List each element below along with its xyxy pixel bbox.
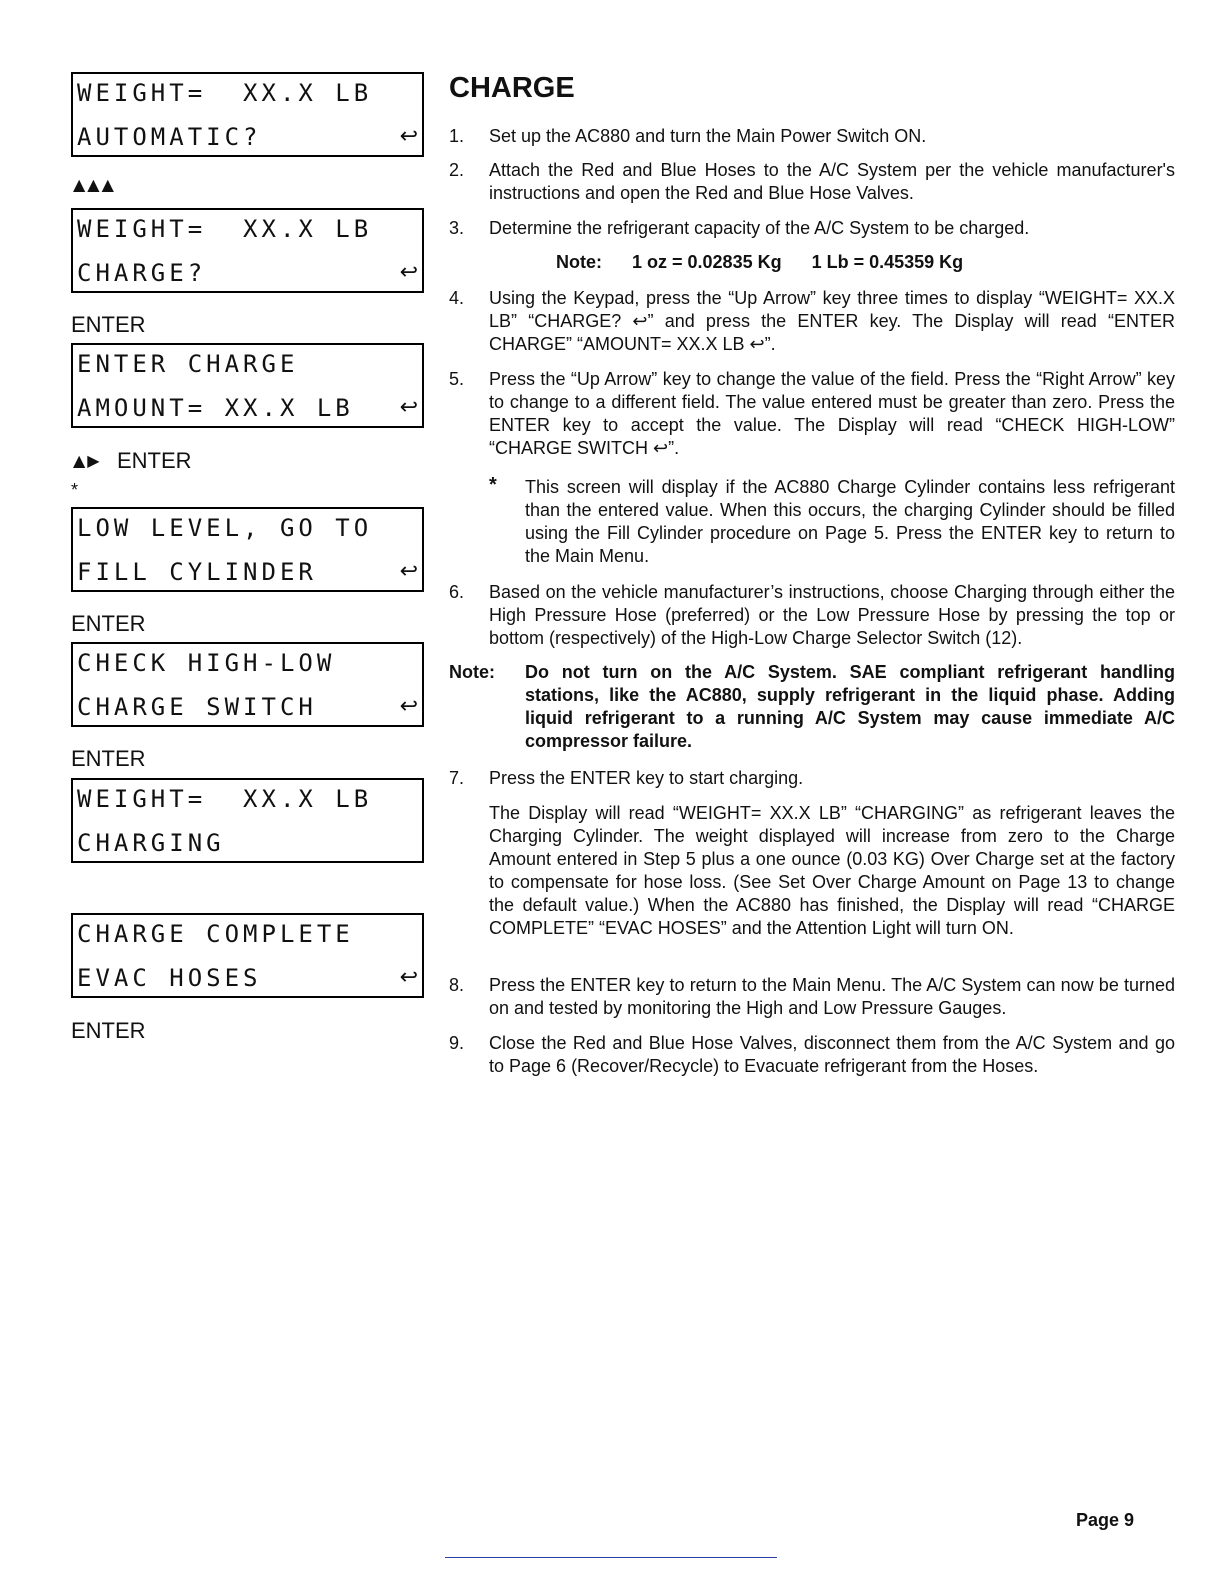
step-text: Press the ENTER key to start charging.: [489, 768, 804, 788]
enter-label: ENTER: [71, 611, 146, 636]
lcd-line-2: FILL CYLINDER: [77, 558, 317, 586]
lcd-line-2: CHARGE SWITCH: [77, 693, 317, 721]
step-4: [449, 287, 1175, 356]
warning-label: Note:: [449, 662, 495, 682]
lcd-line-1: CHECK HIGH-LOW: [77, 649, 336, 677]
step-6: [449, 581, 1175, 650]
step-text: Attach the Red and Blue Hoses to the A/C System per the vehicle manufacturer's instructions and open the Red and Blue Hose Valves.: [489, 160, 1175, 203]
step-text: Press the ENTER key to return to the Main Menu. The A/C System can now be turned on and tested by monitoring the High and Low Pressure Gauges.: [489, 975, 1175, 1018]
step-number: 4.: [449, 288, 465, 308]
low-level-note: [489, 476, 1175, 568]
lcd-line-2: CHARGING: [77, 829, 225, 857]
warning-text: Do not turn on the A/C System. SAE compliant refrigerant handling stations, like the AC880, supply refrigerant in the liquid phase. Adding liquid refrigerant to a running A/C System may cause immediate A/C compressor failure.: [525, 662, 1175, 751]
return-icon: ↩: [399, 124, 418, 149]
asterisk-mark: *: [71, 480, 79, 500]
lcd-charge-complete: [71, 913, 424, 998]
lcd-line-1: WEIGHT= XX.X LB: [77, 785, 373, 813]
step-number: 3.: [449, 218, 465, 238]
step-3: [449, 217, 1175, 240]
enter-label: ENTER: [71, 746, 146, 771]
return-icon: ↩: [399, 395, 418, 420]
note-text: This screen will display if the AC880 Charge Cylinder contains less refrigerant than the entered value. When this occurs, the charging Cylinder should be filled using the Fill Cylinder procedure on Page 5. Press the ENTER key to return to the Main Menu.: [525, 477, 1175, 566]
conversion-note: Note: 1 oz = 0.02835 Kg 1 Lb = 0.45359 Kg: [556, 252, 964, 272]
step-8: [449, 974, 1175, 1020]
up-right-arrow-icons: ▲▶: [73, 451, 102, 470]
step-7-detail: The Display will read “WEIGHT= XX.X LB” “CHARGING” as refrigerant leaves the Charging Cylinder. The weight displayed will increase from zero to the Charge Amount entered in Step 5 plus a one ounce (0.03 KG) Over Charge set at the factory to compensate for hose loss. (See Set Over Charge Amount on Page 13 to change the default value.) When the AC880 has finished, the Display will read “CHARGE COMPLETE” “EVAC HOSES” and the Attention Light will turn ON.: [489, 803, 1175, 938]
step-number: 6.: [449, 582, 465, 602]
lcd-weight-charging: [71, 778, 424, 863]
step-7: [449, 767, 1175, 790]
step-text: Press the “Up Arrow” key to change the value of the field. Press the “Right Arrow” key to change to a different field. The value entered must be greater than zero. Press the ENTER key to accept the value. The Display will read “CHECK HIGH-LOW” “CHARGE SWITCH ↩”.: [489, 369, 1175, 458]
warning-note: [449, 661, 1175, 753]
step-text: Set up the AC880 and turn the Main Power Switch ON.: [489, 126, 927, 146]
step-1: [449, 125, 1175, 148]
step-number: 2.: [449, 160, 465, 180]
asterisk-mark: *: [489, 474, 497, 496]
step-text: Determine the refrigerant capacity of the A/C System to be charged.: [489, 218, 1030, 238]
lcd-line-1: ENTER CHARGE: [77, 350, 299, 378]
step-number: 5.: [449, 369, 465, 389]
step-number: 9.: [449, 1033, 465, 1053]
lcd-weight-charge: [71, 208, 424, 293]
enter-label: ENTER: [117, 448, 192, 473]
step-text: Close the Red and Blue Hose Valves, disconnect them from the A/C System and go to Page 6 (Recover/Recycle) to Evacuate refrigerant from the Hoses.: [489, 1033, 1175, 1076]
lcd-line-1: LOW LEVEL, GO TO: [77, 514, 373, 542]
step-number: 8.: [449, 975, 465, 995]
step-number: 1.: [449, 126, 465, 146]
step-2: [449, 159, 1175, 205]
step-text: Using the Keypad, press the “Up Arrow” key three times to display “WEIGHT= XX.X LB” “CHARGE? ↩” and press the ENTER key. The Display will read “ENTER CHARGE” “AMOUNT= XX.X LB ↩”.: [489, 288, 1175, 354]
step-9: [449, 1032, 1175, 1078]
return-icon: ↩: [399, 965, 418, 990]
enter-label: ENTER: [71, 1018, 146, 1043]
footer-divider: [445, 1557, 777, 1558]
step-text: Based on the vehicle manufacturer’s instructions, choose Charging through either the High Pressure Hose (preferred) or the Low Pressure Hose by pressing the top or bottom (respectively) of the High-Low Charge Selector Switch (12).: [489, 582, 1175, 648]
lcd-line-2: AMOUNT= XX.X LB: [77, 394, 354, 422]
lcd-line-1: CHARGE COMPLETE: [77, 920, 354, 948]
page-number: Page 9: [1076, 1510, 1135, 1530]
lcd-line-1: WEIGHT= XX.X LB: [77, 79, 373, 107]
step-number: 7.: [449, 768, 465, 788]
lcd-low-level: [71, 507, 424, 592]
enter-label: ENTER: [71, 312, 146, 337]
lcd-line-1: WEIGHT= XX.X LB: [77, 215, 373, 243]
up-arrow-icons: ▲▲▲: [73, 175, 116, 194]
lcd-line-2: EVAC HOSES: [77, 964, 262, 992]
return-icon: ↩: [399, 694, 418, 719]
return-icon: ↩: [399, 559, 418, 584]
section-heading: CHARGE: [449, 72, 575, 104]
lcd-enter-charge: [71, 343, 424, 428]
step-5: [449, 368, 1175, 460]
lcd-line-2: AUTOMATIC?: [77, 123, 262, 151]
lcd-weight-automatic: [71, 72, 424, 157]
lcd-line-2: CHARGE?: [77, 259, 207, 287]
lcd-check-high-low: [71, 642, 424, 727]
return-icon: ↩: [399, 260, 418, 285]
